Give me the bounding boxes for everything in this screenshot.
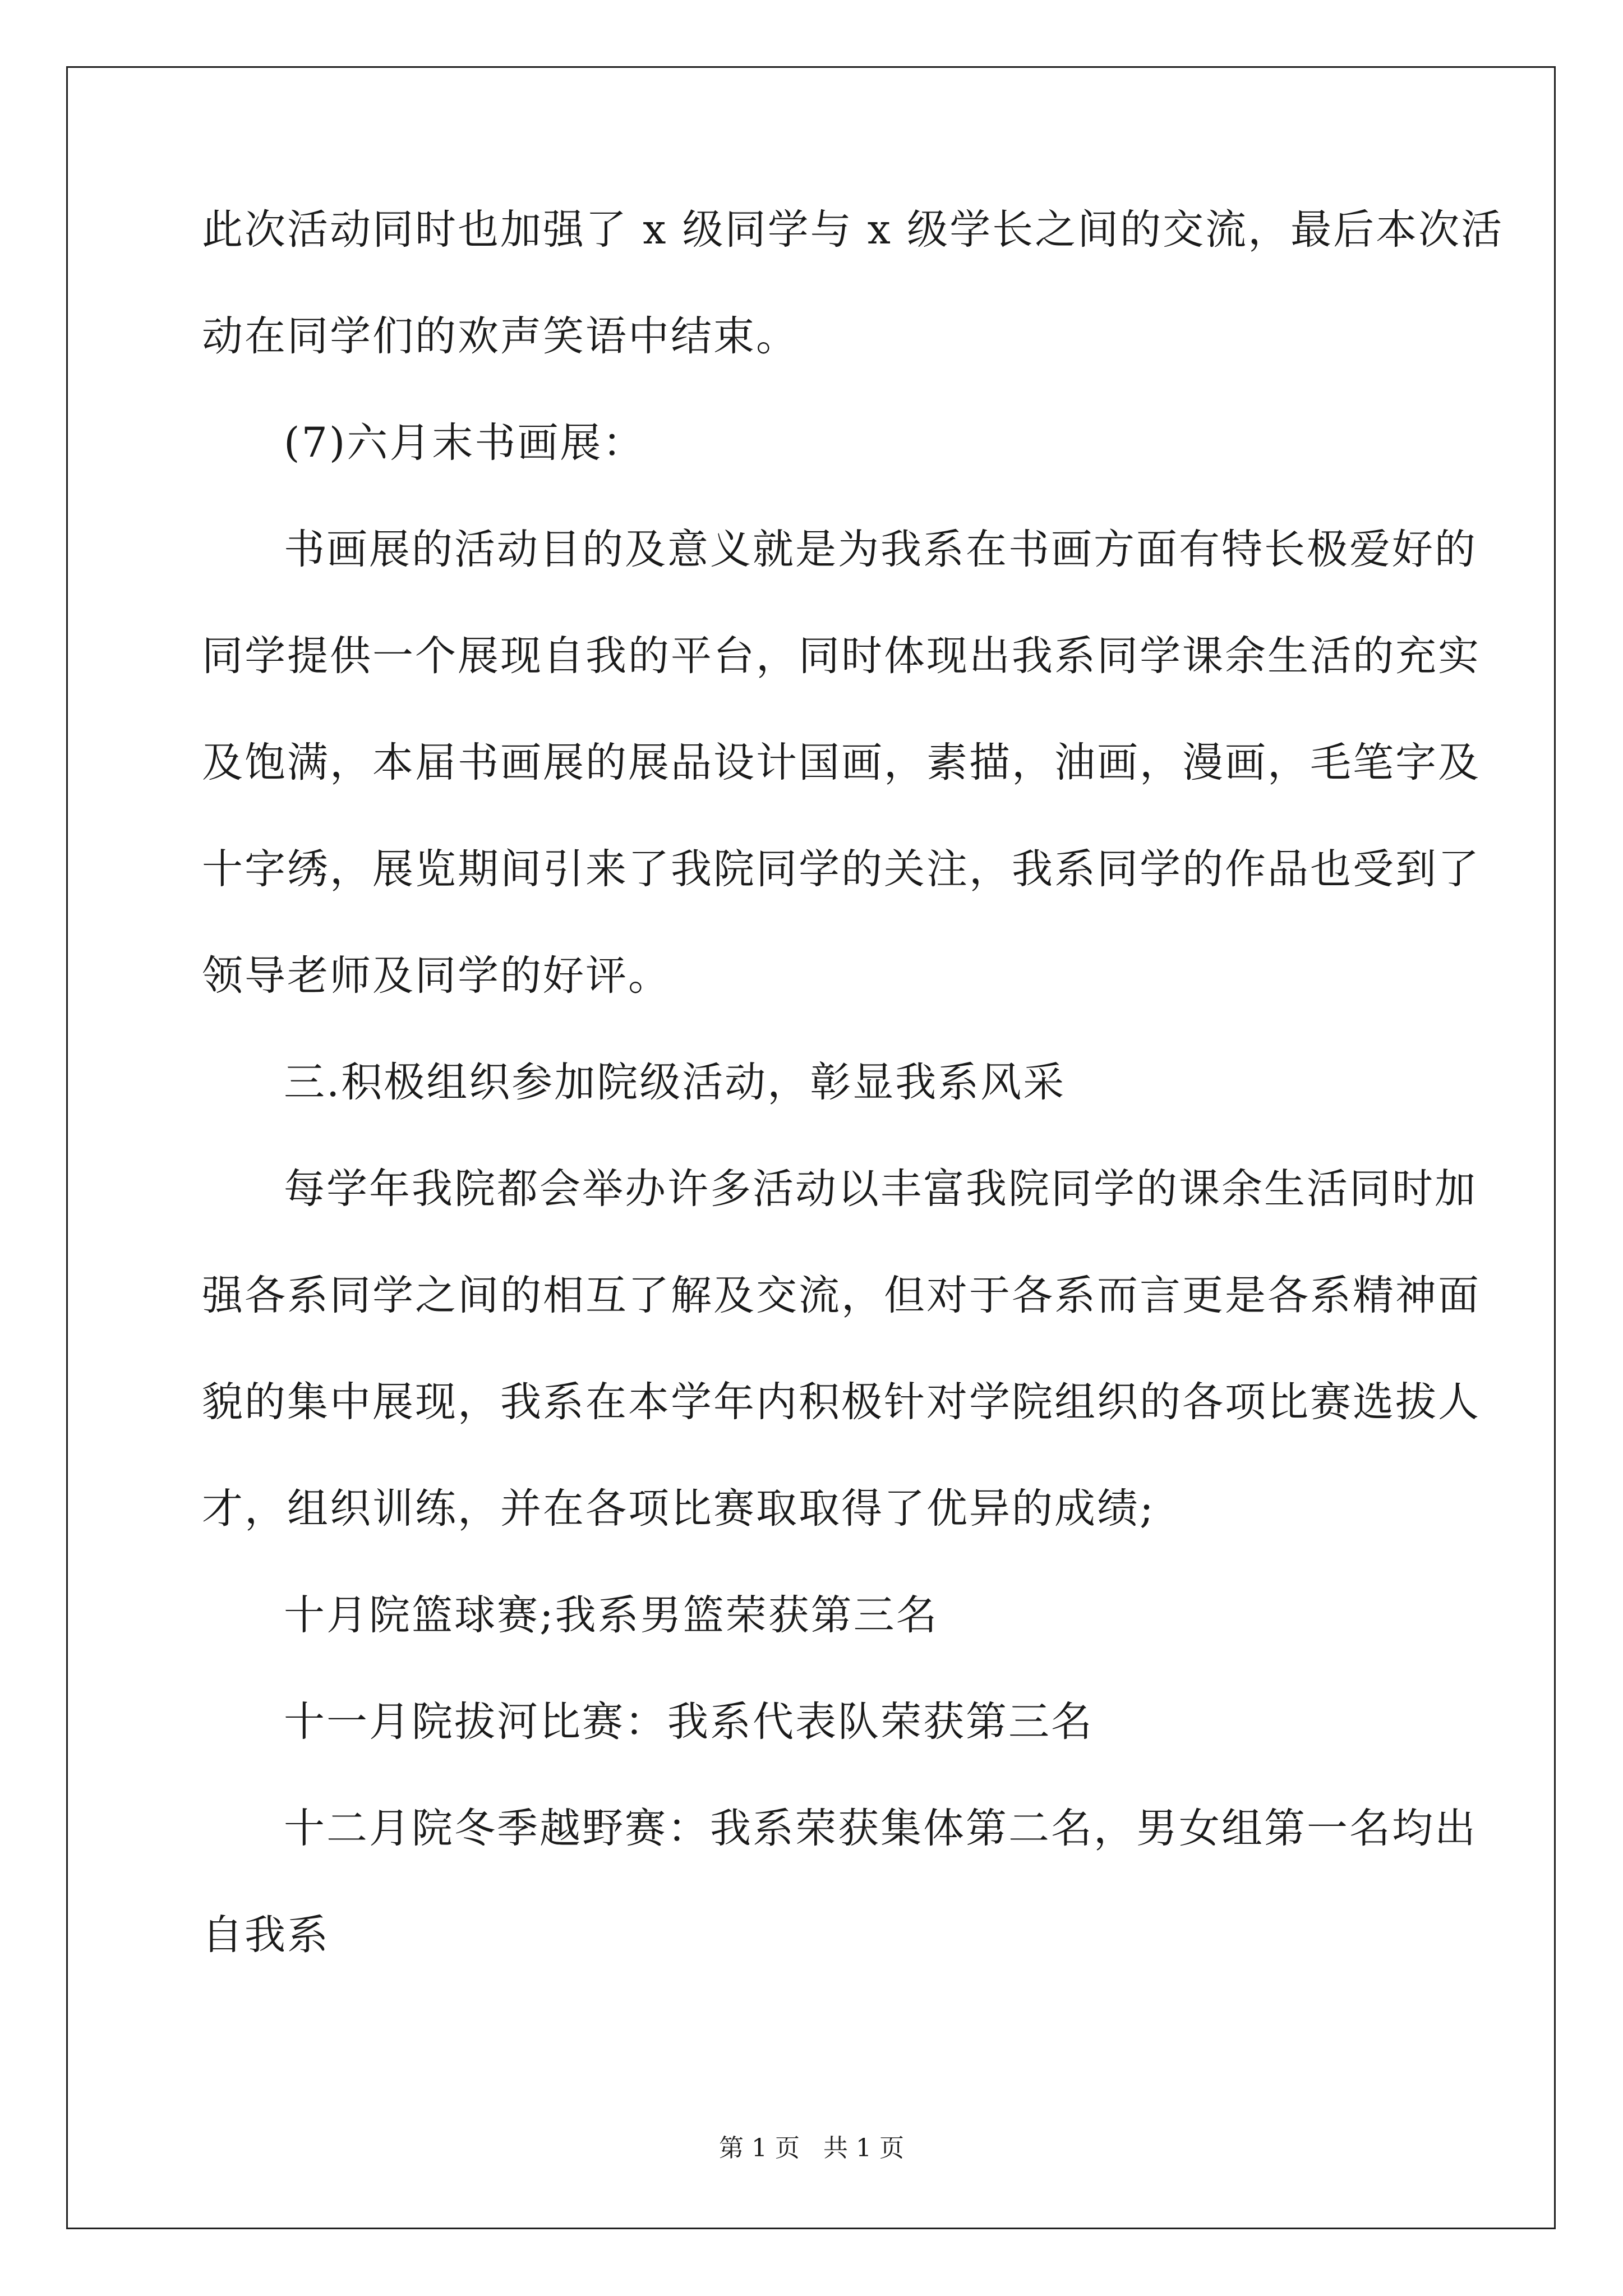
text-line: 书画展的活动目的及意义就是为我系在书画方面有特长极爱好的	[284, 526, 1477, 573]
text-line: 强各系同学之间的相互了解及交流，但对于各系而言更是各系精神面	[202, 1272, 1481, 1319]
section-heading: (7)六月末书画展：	[284, 419, 645, 467]
text-line: 每学年我院都会举办许多活动以丰富我院同学的课余生活同时加	[284, 1165, 1477, 1213]
page-footer	[0, 2132, 1623, 2165]
list-item: 十二月院冬季越野赛：我系荣获集体第二名，男女组第一名均出	[284, 1805, 1477, 1852]
page-border	[66, 66, 1556, 2229]
list-item: 十月院篮球赛;我系男篮荣获第三名	[284, 1591, 939, 1639]
list-item: 十一月院拔河比赛：我系代表队荣获第三名	[284, 1698, 1094, 1746]
text-line: 十字绣，展览期间引来了我院同学的关注，我系同学的作品也受到了	[202, 845, 1481, 893]
text-line: 领导老师及同学的好评。	[202, 952, 671, 1000]
text-line: 动在同学们的欢声笑语中结束。	[202, 312, 799, 360]
text-line: 才，组织训练，并在各项比赛取取得了优异的成绩;	[202, 1485, 1155, 1533]
page-total: 共 1 页	[823, 2134, 904, 2162]
section-heading: 三.积极组织参加院级活动，彰显我系风采	[284, 1059, 1066, 1106]
page-number: 第 1 页	[719, 2134, 800, 2162]
text-line: 及饱满，本届书画展的展品设计国画，素描，油画，漫画，毛笔字及	[202, 739, 1481, 786]
text-line: 貌的集中展现，我系在本学年内积极针对学院组织的各项比赛选拔人	[202, 1378, 1481, 1426]
text-line: 此次活动同时也加强了 x 级同学与 x 级学长之间的交流，最后本次活	[202, 206, 1504, 254]
text-line: 同学提供一个展现自我的平台，同时体现出我系同学课余生活的充实	[202, 632, 1481, 680]
text-line: 自我系	[202, 1911, 330, 1959]
